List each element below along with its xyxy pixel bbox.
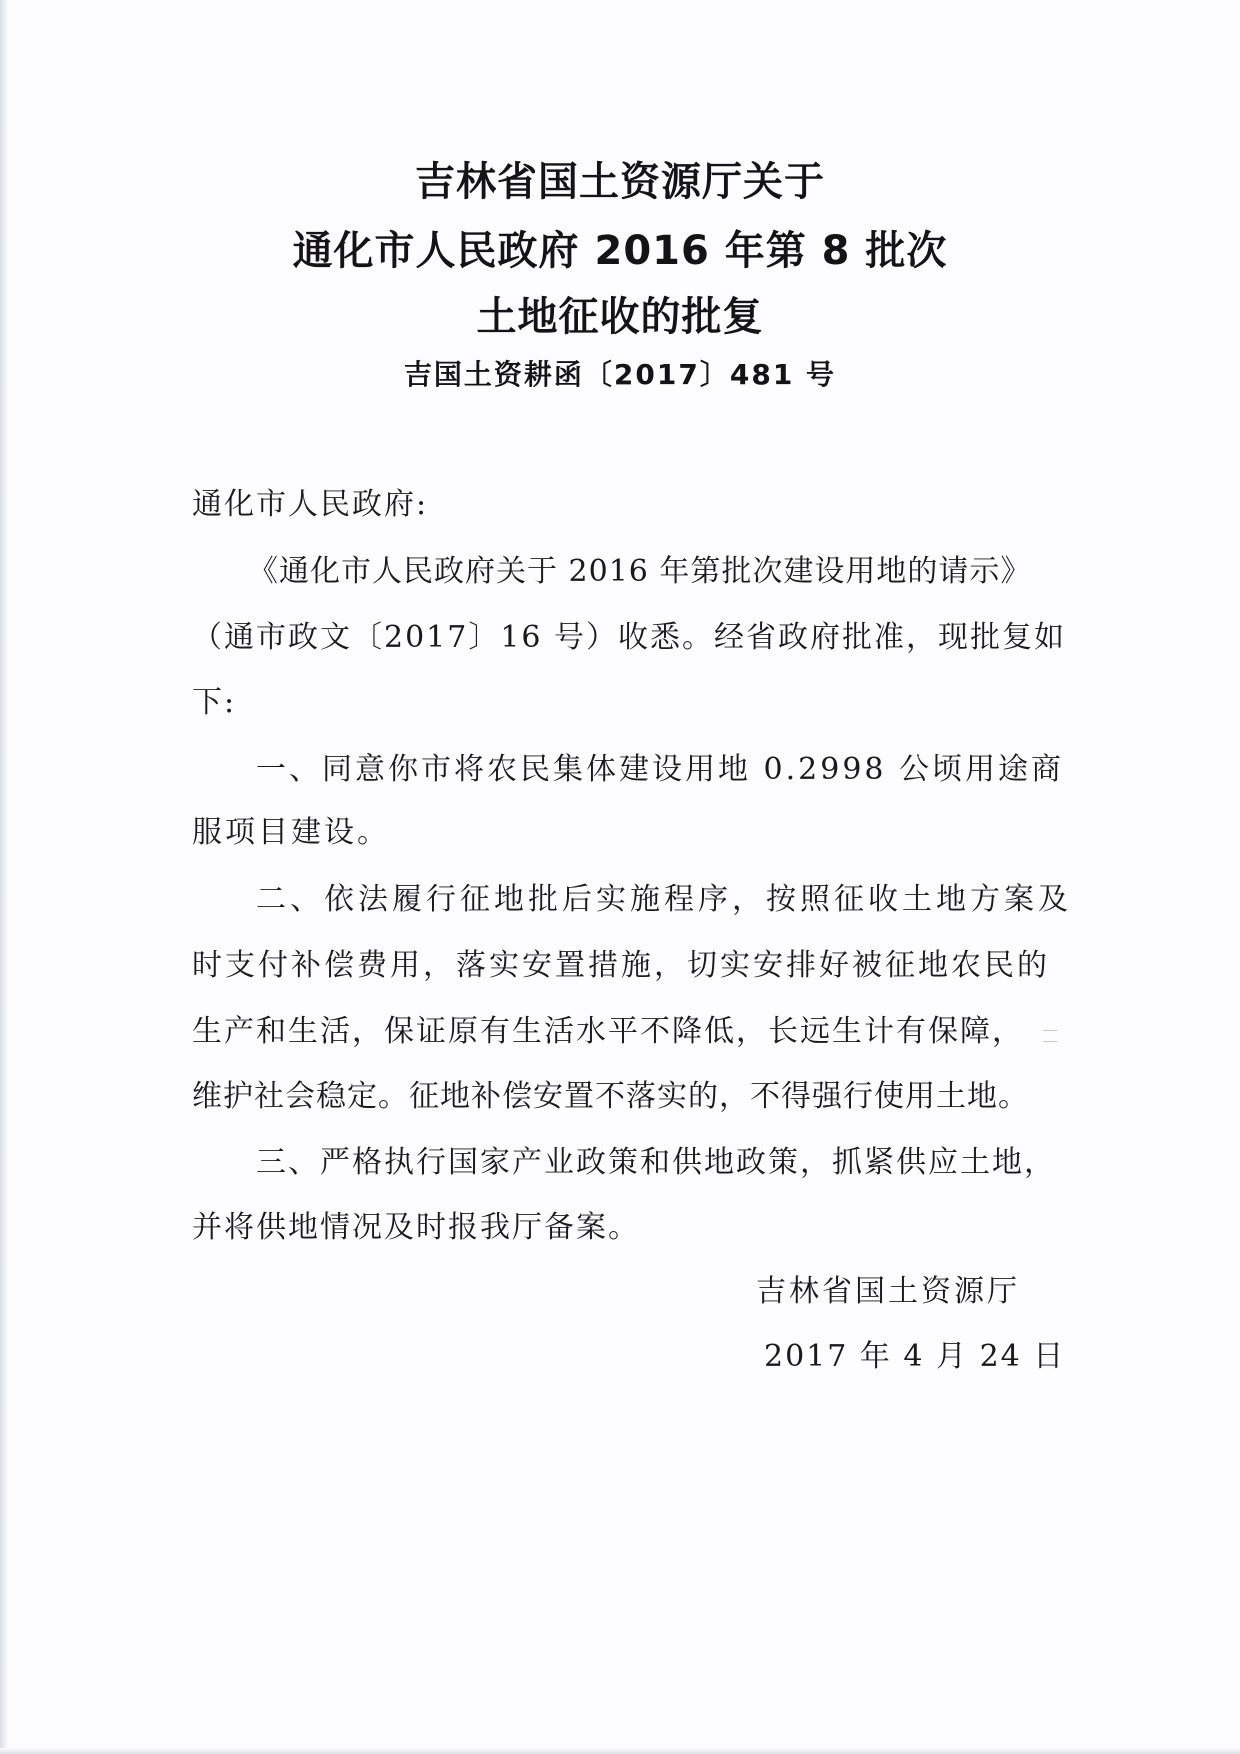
- scan-bottom-edge: [0, 1748, 1240, 1754]
- body-line: 三、严格执行国家产业政策和供地政策，抓紧供应土地，: [256, 1145, 1056, 1180]
- body-line: 下:: [192, 685, 237, 720]
- body-line: 《通化市人民政府关于 2016 年第批次建设用地的请示》: [248, 554, 1032, 589]
- body-line: 二、依法履行征地批后实施程序，按照征收土地方案及: [256, 882, 1072, 917]
- issuer-name: 吉林省国土资源厅: [756, 1274, 1020, 1309]
- body-line: 服项目建设。: [192, 815, 390, 850]
- body-line: 并将供地情况及时报我厅备案。: [192, 1210, 640, 1245]
- body-line: 一、同意你市将农民集体建设用地 0.2998 公顷用途商: [256, 752, 1065, 787]
- document-number: 吉国土资耕函〔2017〕481 号: [403, 358, 837, 391]
- body-line: 时支付补偿费用，落实安置措施，切实安排好被征地农民的: [192, 948, 1050, 983]
- body-line: （通市政文〔2017〕16 号）收悉。经省政府批准，现批复如: [192, 620, 1067, 655]
- issue-date: 2017 年 4 月 24 日: [764, 1339, 1066, 1374]
- body-line: 维护社会稳定。征地补偿安置不落实的，不得强行使用土地。: [192, 1079, 1029, 1114]
- title-line-1: 吉林省国土资源厅关于: [415, 159, 825, 205]
- scan-artifact-mark: [1043, 1030, 1057, 1042]
- title-line-3: 土地征收的批复: [476, 294, 764, 340]
- salutation: 通化市人民政府:: [192, 487, 429, 522]
- title-line-2: 通化市人民政府 2016 年第 8 批次: [292, 228, 948, 274]
- body-line: 生产和生活，保证原有生活水平不降低，长远生计有保障，: [192, 1014, 1024, 1049]
